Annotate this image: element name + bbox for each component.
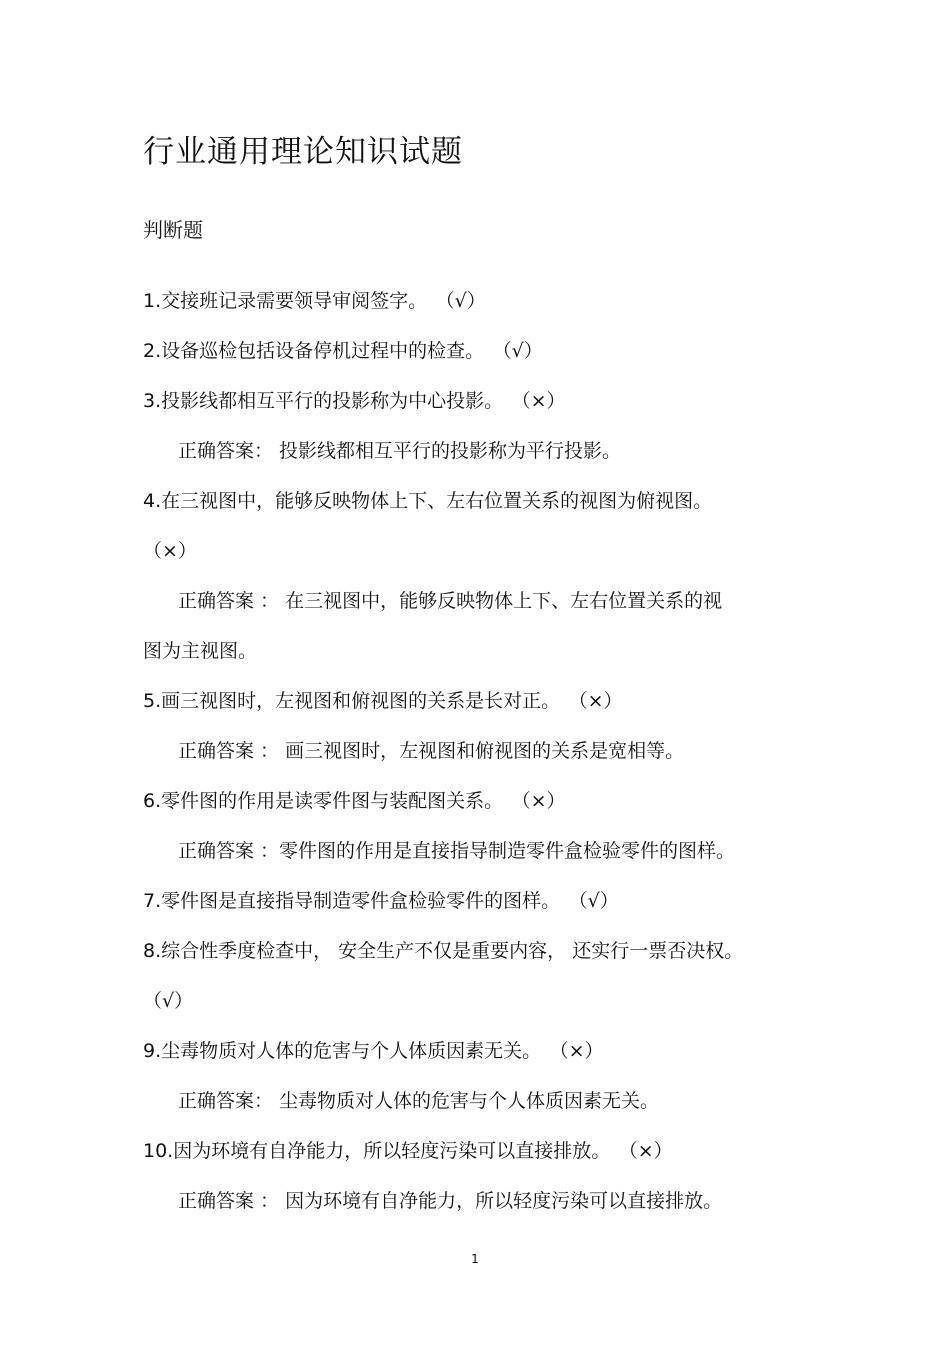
question-line [143, 689, 623, 713]
judgement-mark: （√） [445, 290, 486, 312]
question-line [143, 489, 712, 513]
judgement-mark: （√） [502, 340, 543, 362]
question-line [143, 1139, 673, 1163]
line-text: 3.投影线都相互平行的投影称为中心投影。 [143, 390, 504, 412]
line-text: （√） [143, 990, 194, 1012]
line-text: 正确答案 ：零件图的作用是直接指导制造零件盒检验零件的图样。 [178, 840, 736, 862]
judgement-mark: （×） [521, 790, 566, 812]
answer-line [178, 739, 684, 763]
question-line [143, 789, 566, 813]
continuation-line [143, 539, 197, 563]
line-text: 正确答案 ： 在三视图中，能够反映物体上下、左右位置关系的视 [178, 590, 723, 612]
answer-line [178, 1189, 722, 1213]
judgement-mark: （×） [578, 690, 623, 712]
continuation-line [143, 639, 257, 663]
question-line [143, 289, 486, 313]
line-text: 图为主视图。 [143, 640, 258, 662]
question-line [143, 939, 743, 963]
line-text: 8.综合性季度检查中， 安全生产不仅是重要内容， 还实行一票否决权。 [143, 940, 744, 962]
judgement-mark: （×） [559, 1040, 604, 1062]
answer-line [178, 439, 621, 463]
question-line [143, 889, 619, 913]
line-text: 2.设备巡检包括设备停机过程中的检查。 [143, 340, 485, 362]
line-text: 7.零件图是直接指导制造零件盒检验零件的图样。 [143, 890, 561, 912]
line-text: 9.尘毒物质对人体的危害与个人体质因素无关。 [143, 1040, 542, 1062]
page-title: 行业通用理论知识试题 [143, 134, 463, 170]
continuation-line [143, 989, 193, 1013]
line-text: （×） [143, 540, 197, 562]
line-text: 正确答案 ： 画三视图时，左视图和俯视图的关系是宽相等。 [178, 740, 685, 762]
line-text: 10.因为环境有自净能力，所以轻度污染可以直接排放。 [143, 1140, 611, 1162]
answer-line [178, 589, 722, 613]
question-line [143, 389, 566, 413]
page-number: 1 [471, 1252, 479, 1266]
line-text: 6.零件图的作用是读零件图与装配图关系。 [143, 790, 504, 812]
line-text: 正确答案： 投影线都相互平行的投影称为平行投影。 [178, 440, 622, 462]
judgement-mark: （√） [578, 890, 619, 912]
answer-line [178, 1089, 659, 1113]
line-text: 正确答案 ： 因为环境有自净能力，所以轻度污染可以直接排放。 [178, 1190, 723, 1212]
line-text: 5.画三视图时，左视图和俯视图的关系是长对正。 [143, 690, 561, 712]
line-text: 1.交接班记录需要领导审阅签字。 [143, 290, 428, 312]
judgement-mark: （×） [521, 390, 566, 412]
judgement-mark: （×） [628, 1140, 673, 1162]
question-line [143, 339, 543, 363]
question-line [143, 1039, 604, 1063]
section-heading: 判断题 [143, 218, 203, 242]
line-text: 正确答案： 尘毒物质对人体的危害与个人体质因素无关。 [178, 1090, 660, 1112]
line-text: 4.在三视图中，能够反映物体上下、左右位置关系的视图为俯视图。 [143, 490, 713, 512]
answer-line [178, 839, 735, 863]
